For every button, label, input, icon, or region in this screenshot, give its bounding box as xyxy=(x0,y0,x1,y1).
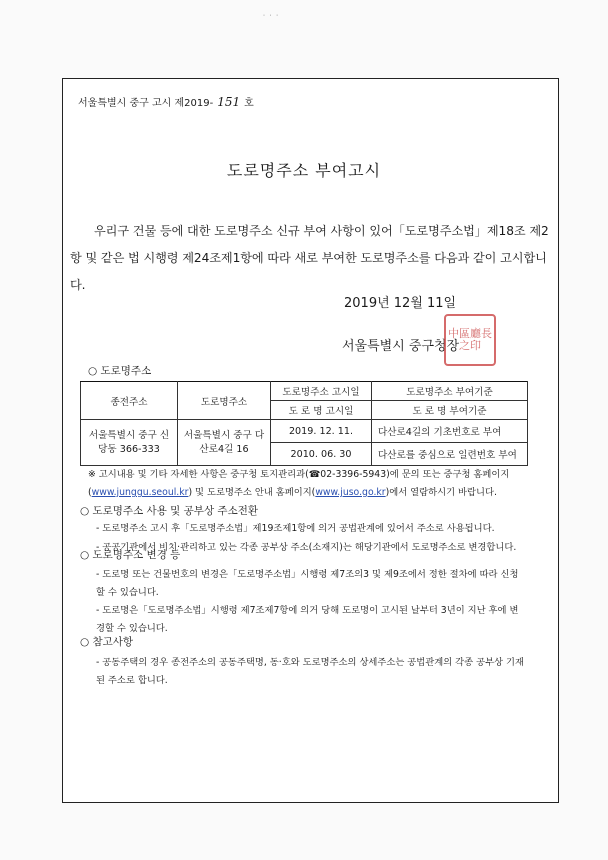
cell-criteria: 다산로4길의 기초번호로 부여 xyxy=(372,420,528,443)
address-table xyxy=(80,381,528,466)
header-road-criteria: 도 로 명 부여기준 xyxy=(372,401,528,420)
scan-mark: ˙ ˙ ˙ xyxy=(262,14,280,23)
section-address-usage: ○ 도로명주소 사용 및 공부상 주소전환 xyxy=(80,505,258,517)
notice-date: 2019년 12월 11일 xyxy=(344,296,457,311)
notice-number-suffix: 호 xyxy=(244,98,254,109)
reference-item-1: - 공동주택의 경우 종전주소의 공동주택명, 동·호와 도로명주소의 상세주소는 공법관계의 각종 공부상 기재된 주소로 합니다. xyxy=(96,657,524,686)
page-title: 도로명주소 부여고시 xyxy=(226,161,382,180)
signer: 서울특별시 중구청장 xyxy=(342,339,460,354)
note-text-c: )에서 열람하시기 바랍니다. xyxy=(385,487,497,498)
junggu-homepage-link[interactable]: www.junggu.seoul.kr xyxy=(91,487,189,498)
header-notice-date: 도로명주소 고시일 xyxy=(271,382,372,401)
header-road-address: 도로명주소 xyxy=(178,382,271,420)
change-item-1: - 도로명 또는 건물번호의 변경은「도로명주소법」시행령 제7조의3 및 제9조에서 정한 절차에 따라 신청할 수 있습니다. xyxy=(96,569,519,598)
official-seal xyxy=(444,314,496,366)
usage-item-2: - 공공기관에서 비치·관리하고 있는 각종 공부상 주소(소재지)는 해당기관에서 도로명주소로 변경합니다. xyxy=(96,542,517,553)
body-paragraph: 우리구 건물 등에 대한 도로명주소 신규 부여 사항이 있어「도로명주소법」제18조 제2항 및 같은 법 시행령 제24조제1항에 따라 새로 부여한 도로명주소를 다음과 같이 고시합니다. xyxy=(70,224,549,292)
seal-text: 中區廳長之印 xyxy=(448,327,492,352)
header-road-notice-date: 도 로 명 고시일 xyxy=(271,401,372,420)
juso-homepage-link[interactable]: www.juso.go.kr xyxy=(315,487,386,498)
header-criteria: 도로명주소 부여기준 xyxy=(372,382,528,401)
cell-road-address: 서울특별시 중구 다산로4길 16 xyxy=(178,420,271,466)
section-road-address: ○ 도로명주소 xyxy=(88,365,152,377)
change-item-2: - 도로명은「도로명주소법」시행령 제7조제7항에 의거 당해 도로명이 고시된 날부터 3년이 지난 후에 변경할 수 있습니다. xyxy=(96,605,519,634)
section-address-change: ○ 도로명주소 변경 등 xyxy=(80,549,181,561)
cell-road-notice-date: 2010. 06. 30 xyxy=(271,443,372,466)
cell-old-address: 서울특별시 중구 신당동 366-333 xyxy=(81,420,178,466)
note-text-b: ) 및 도로명주소 안내 홈페이지( xyxy=(188,487,316,498)
notice-number xyxy=(78,94,254,109)
usage-item-1: - 도로명주소 고시 후「도로명주소법」제19조제1항에 의거 공법관계에 있어서 주소로 사용됩니다. xyxy=(96,523,495,534)
cell-road-criteria: 다산로를 중심으로 일련번호 부여 xyxy=(372,443,528,466)
notice-number-prefix: 서울특별시 중구 고시 제2019- xyxy=(78,98,214,109)
inquiry-note: ※ 고시내용 및 기타 자세한 사항은 중구청 토지관리과(☎02-3396-5943)에 문의 또는 중구청 홈페이지 (www.junggu.seoul.kr) 및 도로명주소 안내 홈페이지(www.juso.go.kr)에서 열람하시기 바랍니다. xyxy=(88,469,510,498)
notice-number-handwritten: 151 xyxy=(217,95,241,109)
section-reference: ○ 참고사항 xyxy=(80,636,134,648)
note-text-a: ※ 고시내용 및 기타 자세한 사항은 중구청 토지관리과(☎02-3396-5943)에 문의 또는 중구청 홈페이지 xyxy=(88,469,510,480)
cell-notice-date: 2019. 12. 11. xyxy=(271,420,372,443)
header-old-address: 종전주소 xyxy=(81,382,178,420)
